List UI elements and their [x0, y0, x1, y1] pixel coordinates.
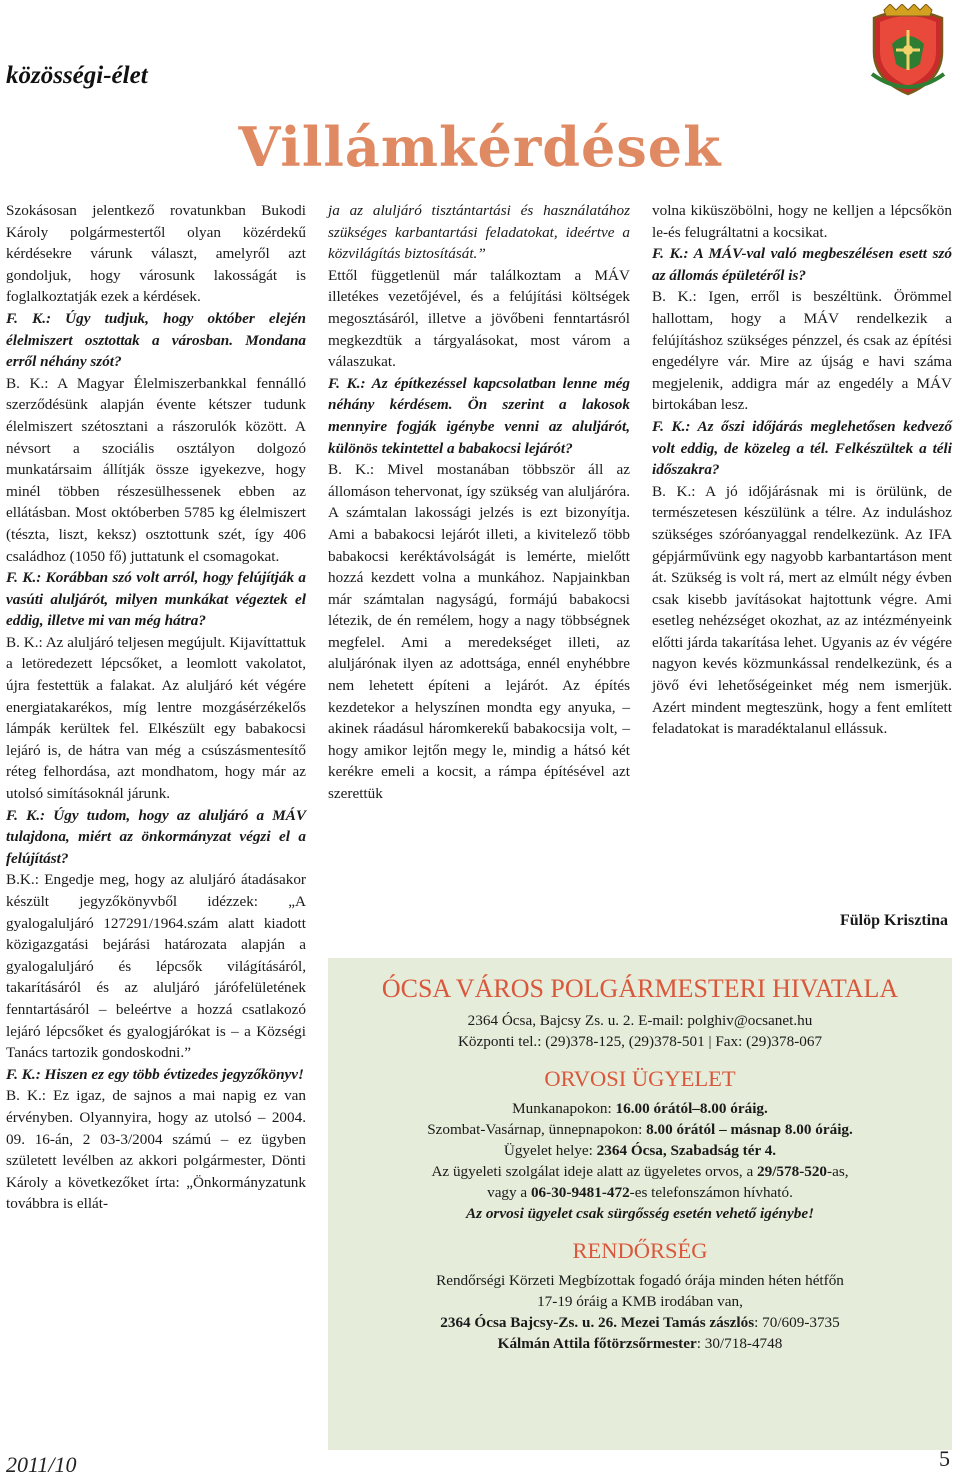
article-column-3 [652, 200, 952, 740]
article-column-2 [328, 200, 630, 805]
interview-question: F. K.: Úgy tudom, hogy az aluljáró a MÁV tulajdona, miért az önkormányzat végzi el a felújítást? [6, 806, 306, 867]
issue-number: 2011/10 [6, 1452, 77, 1477]
doctor-phone-text-post: -es telefonszámon hívható. [629, 1184, 793, 1201]
town-crest-icon [868, 4, 948, 96]
paragraph: Ettől függetlenül már találkoztam a MÁV illetékes vezetőjével, és a felújítási költségek megosztásáról, illetve a jövőbeni fenntartásról megkezdtük a tárgyalásokat, most várom a válaszukat. [328, 266, 630, 371]
interview-question: F. K.: Az építkezéssel kapcsolatban lenne még néhány kérdésem. Ön szerint a lakosok mennyire fogják igénybe venni az aluljárót, különös tekintettel a babakocsi lejárót? [328, 374, 630, 457]
section-label: közösségi-élet [6, 62, 148, 89]
article-column-1 [6, 200, 306, 1215]
doctor-phone-line-1 [328, 1161, 952, 1182]
police-line-2: 17-19 óráig a KMB irodában van, [537, 1293, 743, 1310]
paragraph: B. K.: Ez igaz, de sajnos a mai napig ez van érvényben. Olyannyira, hogy az utolsó – 2004. 09. 16-án, 2 03-3/2004 számú – ez ügyben született levélben az akkori polgármester, Dönti Károly a következőket írta: „Önkormányzatunk továbbra is ellát- [6, 1087, 306, 1213]
doctor-phone-text: Az ügyeleti szolgálat ideje alatt az ügyeletes orvos, a [431, 1163, 757, 1180]
doctor-title: ORVOSI ÜGYELET [544, 1066, 736, 1091]
interview-question: F. K.: Hiszen ez egy több évtizedes jegyzőkönyv! [6, 1065, 304, 1083]
paragraph: B.K.: Engedje meg, hogy az aluljáró átadásakor készült jegyzőkönyvből idézzek: „A gyalogaluljáró 127291/1964.szám alatt kiadott közigazgatási bejárási határozata alapján a gyalogaluljáró és lépcsők világításáról, takarításáról és az aluljáró járófelületének fenntartásáról – beleértve a hozzá csatlakozó lejáró lépcsőket és gyalogjárókat is – a Községi Tanács tartozik gondoskodni.” [6, 871, 306, 1062]
police-line-3 [328, 1312, 952, 1333]
doctor-place-address: 2364 Ócsa, Szabadság tér 4. [596, 1142, 777, 1159]
doctor-phone-1: 29/578-520 [757, 1163, 828, 1180]
police-line-4 [328, 1333, 952, 1354]
paragraph: Szokásosan jelentkező rovatunkban Bukodi Károly polgármestertől olyan közérdekű kérdésekre várunk választ, amelyről azt gondoljuk, hogy városunk lakosságát is foglalkoztatják ezek a kérdések. [6, 202, 306, 306]
paragraph: B. K.: Mivel mostanában többször áll az állomáson tehervonat, így szükség van aluljáróra. A számtalan lakossági jelzés is ezt bizonyítja. Ami a babakocsi lejárót illeti, a kivitelező több babakocsi keréktávolságát is lemérte, mielőtt hozzá kezdett volna a munkához. Napjainkban már számtalan nagyságú, formájú babakocsi létezik, de én remélem, hogy a nagy többségnek megfelel. Ami a meredekséget illeti, az aluljárónak ilyen az adottsága, ennél enyhébbre nem lehetett építeni a lejárót. Az építés kezdetekor a helyszínen mondta egy anyuka, – akinek ráadásul háromkerekű babakocsija volt, – hogy amikor lejtőn megy le, mindig a hátsó két kerékre emeli a kocsit, a rámpa építésével azt szerettük [328, 461, 630, 803]
interview-question: F. K.: Korábban szó volt arról, hogy felújítják a vasúti aluljárót, milyen munkákat végeztek el eddig, illetve mi van még hátra? [6, 569, 306, 630]
doctor-phone-text-mid: -as, [827, 1163, 849, 1180]
doctor-phone-line-2 [328, 1182, 952, 1203]
interview-question: F. K.: Az őszi időjárás meglehetősen kedvező volt eddig, de közeleg a tél. Felkészültek a téli időszakra? [652, 417, 952, 479]
police-officer-1: 2364 Ócsa Bajcsy-Zs. u. 26. Mezei Tamás zászlós [440, 1314, 755, 1331]
doctor-note: Az orvosi ügyelet csak sürgősség esetén vehető igénybe! [465, 1205, 814, 1222]
article-author: Fülöp Krisztina [839, 912, 948, 929]
police-title: RENDŐRSÉG [572, 1238, 708, 1263]
paragraph: ja az aluljáró tisztántartási és használatához szükséges karbantartási feladatokat, ideértve a közvilágítás biztosítását.” [328, 202, 630, 263]
doctor-weekend [328, 1119, 952, 1140]
doctor-weekend-hours: 8.00 órától – másnap 8.00 óráig. [646, 1121, 853, 1138]
doctor-place-label: Ügyelet helye: [503, 1142, 597, 1159]
office-phone: Központi tel.: (29)378-125, (29)378-501 | Fax: (29)378-067 [457, 1033, 823, 1050]
doctor-weekday-hours: 16.00 órától–8.00 óráig. [615, 1100, 768, 1117]
doctor-weekend-label: Szombat-Vasárnap, ünnepnapokon: [427, 1121, 647, 1138]
office-address: 2364 Ócsa, Bajcsy Zs. u. 2. E-mail: polghiv@ocsanet.hu [467, 1012, 813, 1029]
page-number: 5 [939, 1446, 950, 1471]
page-title: Villámkérdések [238, 115, 722, 179]
doctor-weekday-label: Munkanapokon: [512, 1100, 616, 1117]
paragraph: volna kiküszöbölni, hogy ne kelljen a lépcsőkön le-és felugráltatni a kocsikat. [652, 202, 952, 241]
police-officer-2: Kálmán Attila főtörzsőrmester [497, 1335, 697, 1352]
office-title: ÓCSA VÁROS POLGÁRMESTERI HIVATALA [381, 974, 899, 1003]
doctor-phone-2: 06-30-9481-472 [530, 1184, 630, 1201]
paragraph: B. K.: A jó időjárásnak mi is örülünk, de természetesen készülünk a télre. Az induláshoz szükséges szóróanyaggal rendelkezünk. Az IFA gépjárművünk egy nagyobb karbantartáson ment át. Szükség is volt rá, mert az elmúlt négy évben csak kisebb javításokat hajtottunk végre. Ami esetleg nehézséget okozhat, az az intézményeink előtti járda takarítása lehet. Ugyanis az év végére nagyon kevés közmunkással rendelkezünk, és a jövő évi lehetőségeinket még nem ismerjük. Azért mindent megteszünk, hogy a fent említett feladatokat is maradéktalanul ellássuk. [652, 482, 952, 738]
police-phone-1: : 70/609-3735 [754, 1314, 840, 1331]
paragraph: B. K.: Igen, erről is beszéltünk. Örömmel hallottam, hogy a MÁV rendelkezik a felújításhoz szükséges pénzzel, és csak az építési engedélyre vár. Mire az újság e havi száma megjelenik, addigra már az engedély a MÁV birtokában lesz. [652, 288, 952, 414]
info-box [328, 958, 952, 1450]
doctor-phone-text-pre2: vagy a [487, 1184, 531, 1201]
interview-question: F. K.: Úgy tudjuk, hogy október elején élelmiszert osztottak a városban. Mondana erről néhány szót? [6, 309, 306, 371]
police-line-1: Rendőrségi Körzeti Megbízottak fogadó órája minden héten hétfőn [436, 1272, 844, 1289]
police-phone-2: : 30/718-4748 [696, 1335, 783, 1352]
doctor-weekday [328, 1098, 952, 1119]
paragraph: B. K.: Az aluljáró teljesen megújult. Kijavíttattuk a letöredezett lépcsőket, a leomlott vakolatot, újra festettük a falakat. Az aluljáró két végére energiatakarékos, míg lentre mozgásérzékelős lámpák kerültek fel. Elkészült egy babakocsi lejáró is, de hátra van még a csúszásmentesítő réteg felhordása, azt mondhatom, hogy már az utolsó simításoknál járunk. [6, 633, 306, 803]
paragraph: B. K.: A Magyar Élelmiszerbankkal fennálló szerződésünk alapján évente kétszer tudunk élelmiszert szétosztani a rászorulók között. A névsort a szociális osztályon dolgozó munkatársaim állítják össze igyekezve, hogy minél többen részesülhessenek ebben az ellátásban. Most októberben 5785 kg élelmiszert (tészta, liszt, keksz) osztottunk szét, így 406 családhoz (1050 fő) juttatunk el csomagokat. [6, 374, 306, 565]
doctor-place [328, 1140, 952, 1161]
interview-question: F. K.: A MÁV-val való megbeszélésen esett szó az állomás épületéről is? [652, 245, 952, 284]
